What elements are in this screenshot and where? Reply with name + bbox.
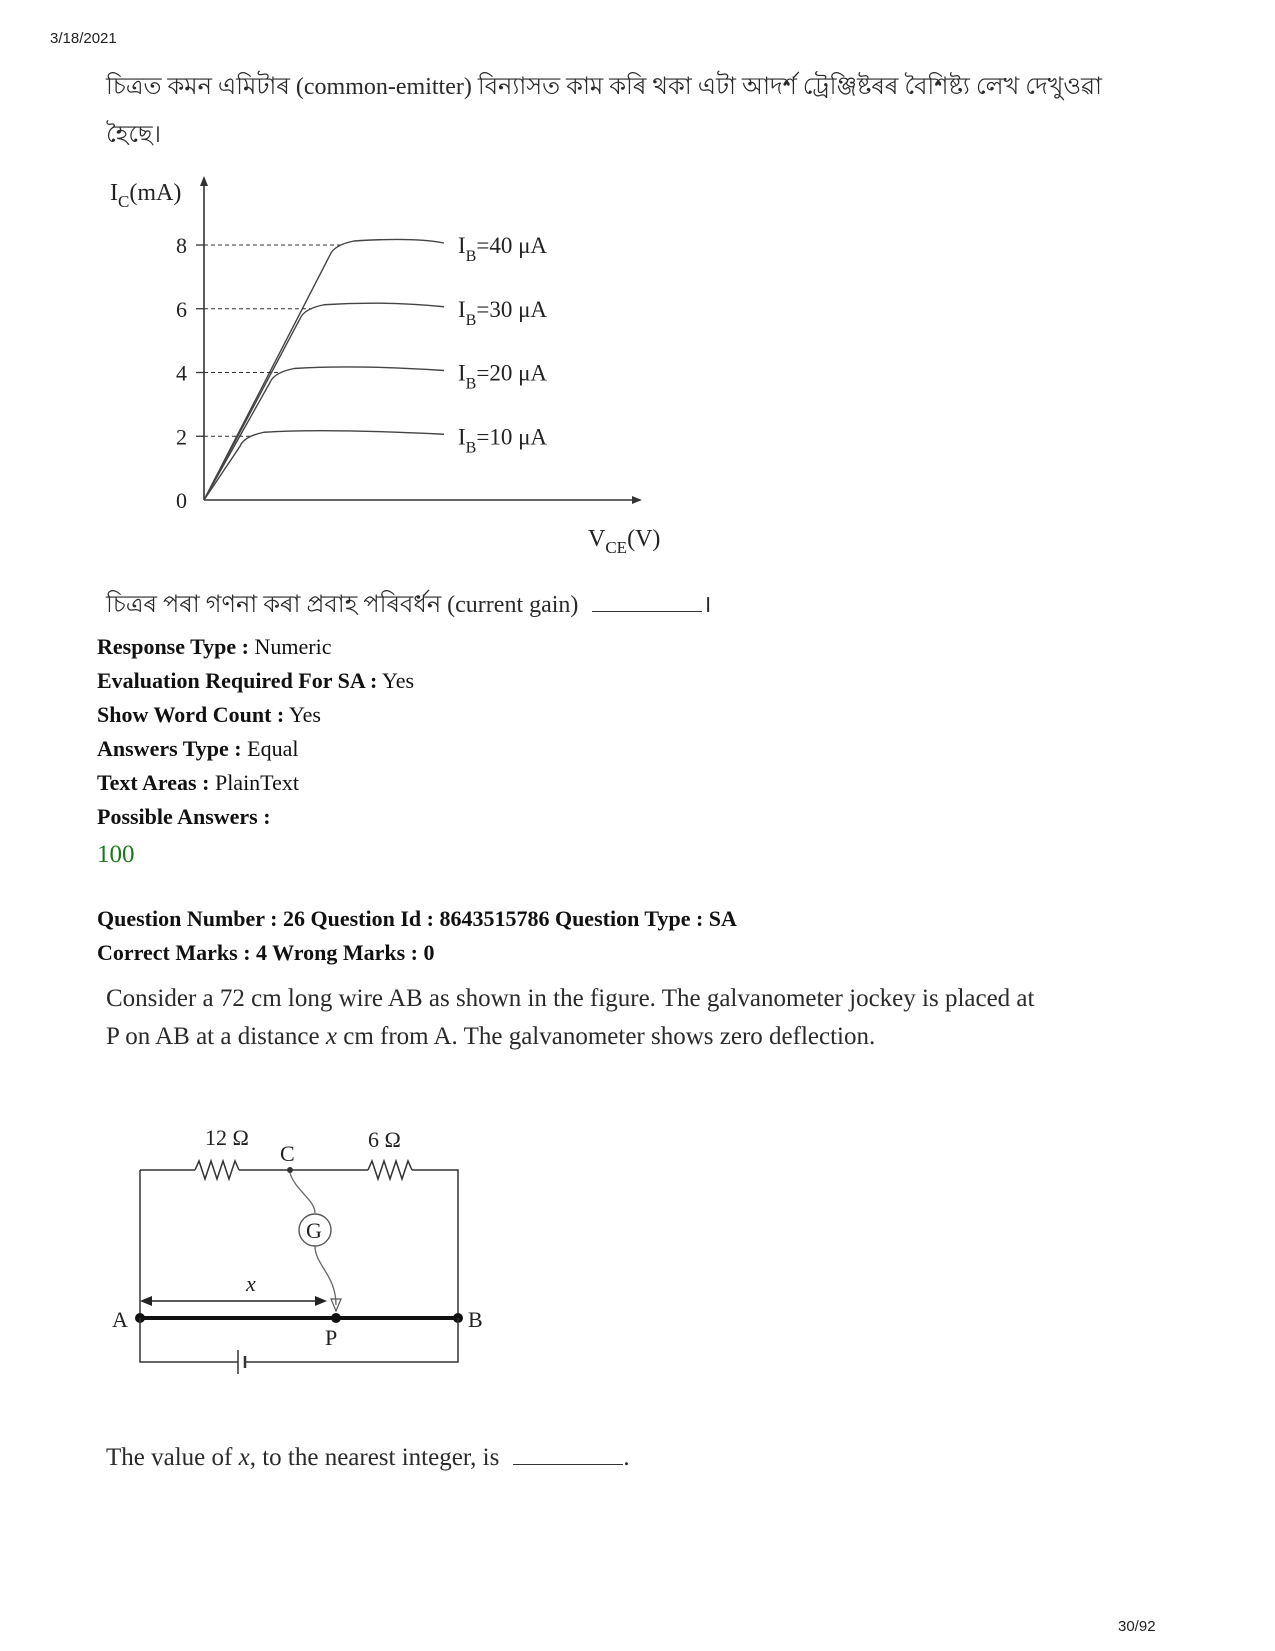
wire-top-right [412, 1170, 458, 1318]
q25-intro-line2: হৈছে। [106, 122, 162, 148]
series-label: $I_B=10$ μA [458, 424, 548, 457]
lead-c-to-g [290, 1173, 315, 1213]
meta-row-response-type: Response Type : Numeric [97, 634, 332, 659]
x-axis-label: $V_{CE}(V)$ [588, 526, 661, 557]
characteristic-curve [204, 239, 444, 500]
q26-text-line2: P on AB at a distance x cm from A. The galvanometer shows zero deflection. [106, 1023, 876, 1050]
x-axis-arrow [632, 496, 642, 504]
series-label: $I_B=30$ μA [458, 296, 548, 329]
label-x: x [246, 1271, 256, 1296]
characteristic-chart [100, 170, 700, 565]
series-label: $I_B=40$ μA [458, 233, 548, 265]
label-galvanometer: G [306, 1218, 322, 1243]
meta-row-word-count: Show Word Count : Yes [97, 702, 321, 727]
resistor-6-ohm [368, 1161, 412, 1179]
page-number: 30/92 [1118, 1618, 1156, 1635]
y-tick-label: 8 [176, 233, 187, 258]
q26-question: The value of x, to the nearest integer, is . [106, 1444, 630, 1471]
y-axis-arrow [200, 176, 208, 186]
meta-row-answers-type: Answers Type : Equal [97, 736, 299, 761]
meta-row-evaluation: Evaluation Required For SA : Yes [97, 668, 415, 693]
q26-text [106, 980, 1206, 1056]
characteristic-curve [204, 431, 444, 500]
y-tick-label: 4 [176, 360, 187, 386]
label-node-c: C [280, 1141, 295, 1166]
label-r1: 12 Ω [205, 1125, 249, 1150]
label-node-p: P [325, 1325, 338, 1350]
jockey-lead [315, 1246, 336, 1305]
q25-meta [97, 630, 414, 872]
q26-marks-line: Correct Marks : 4 Wrong Marks : 0 [97, 940, 435, 965]
label-node-b: B [468, 1307, 483, 1332]
y-tick-label: 2 [176, 424, 187, 450]
q26-header [97, 902, 737, 970]
wire-bottom-left [140, 1318, 238, 1362]
label-node-a: A [112, 1307, 128, 1332]
q25-question-text: চিত্ৰৰ পৰা গণনা কৰা প্ৰবাহ পৰিবৰ্ধন (current gain) [106, 592, 579, 618]
q26-text-line1: Consider a 72 cm long wire AB as shown in the figure. The galvanometer jockey is placed at [106, 985, 1035, 1012]
series-label: $I_B=20$ μA [458, 360, 548, 393]
y-tick-label: 0 [176, 488, 187, 513]
node-c-dot [287, 1167, 293, 1173]
meta-row-text-areas: Text Areas : PlainText [97, 770, 299, 795]
wire-bottom-right [245, 1318, 458, 1362]
circuit-diagram [100, 1115, 520, 1375]
answer-blank [513, 1448, 623, 1465]
characteristic-curve [204, 303, 444, 500]
y-axis-label: $I_C(mA)$ [110, 180, 182, 211]
y-tick-label: 6 [176, 296, 187, 322]
distance-arrow-right-head [315, 1296, 327, 1306]
print-date: 3/18/2021 [50, 30, 117, 47]
q26-info-line: Question Number : 26 Question Id : 8643515786 Question Type : SA [97, 906, 737, 931]
q25-intro-line1: চিত্ৰত কমন এমিটাৰ (common-emitter) বিন্যাসত কাম কৰি থকা এটা আদৰ্শ ট্ৰেঞ্জিষ্টৰৰ বৈশিষ্ট্য লেখ দেখুওৱা [106, 74, 1103, 100]
resistor-12-ohm [195, 1161, 239, 1179]
possible-answer-value: 100 [97, 841, 135, 868]
answer-blank [592, 595, 702, 612]
label-r2: 6 Ω [368, 1127, 401, 1152]
distance-arrow-left-head [140, 1296, 152, 1306]
node-p-dot [331, 1313, 341, 1323]
q25-question [106, 586, 712, 626]
q25-question-end: । [702, 592, 712, 618]
meta-row-possible-answers: Possible Answers : [97, 804, 271, 829]
